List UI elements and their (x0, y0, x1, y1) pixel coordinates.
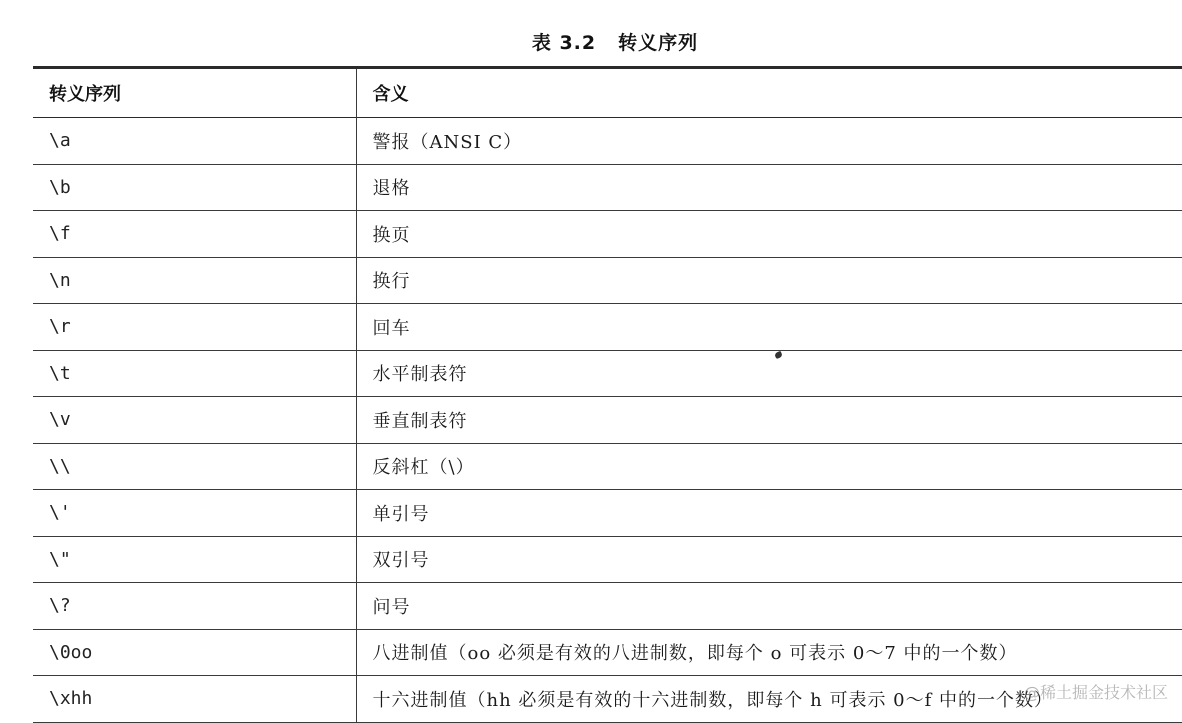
sequence-cell: \b (33, 164, 356, 211)
table-row (33, 536, 1182, 583)
sequence-cell: \a (33, 118, 356, 165)
sequence-cell: \v (33, 397, 356, 444)
sequence-cell: \? (33, 583, 356, 630)
meaning-cell: 问号 (372, 596, 411, 618)
meaning-cell: 换页 (372, 224, 411, 246)
sequence-cell: \" (33, 536, 356, 583)
meaning-cell: 警报（ANSI C） (372, 131, 523, 153)
sequence-cell: \f (33, 211, 356, 258)
meaning-cell: 八进制值（oo 必须是有效的八进制数，即每个 o 可表示 0～7 中的一个数） (372, 643, 1018, 665)
column-header-sequence: 转义序列 (33, 68, 356, 118)
meaning-cell: 垂直制表符 (372, 410, 468, 432)
sequence-cell: \xhh (33, 676, 356, 723)
table-number: 表 3.2 (531, 32, 597, 54)
watermark: @稀土掘金技术社区 (1023, 683, 1168, 702)
table-row (33, 397, 1182, 444)
table-row (33, 164, 1182, 211)
meaning-cell: 十六进制值（hh 必须是有效的十六进制数，即每个 h 可表示 0～f 中的一个数） (372, 689, 1053, 711)
table-row (33, 304, 1182, 351)
table-row (33, 211, 1182, 258)
table-row (33, 676, 1182, 723)
meaning-cell: 反斜杠（\） (372, 457, 475, 479)
table-row (33, 118, 1182, 165)
sequence-cell: \' (33, 490, 356, 537)
meaning-cell: 换行 (372, 271, 411, 293)
column-header-meaning: 含义 (372, 84, 409, 105)
meaning-cell: 双引号 (372, 550, 430, 572)
meaning-cell: 回车 (372, 317, 411, 339)
table-row (33, 443, 1182, 490)
escape-sequence-table (33, 66, 1182, 723)
sequence-cell: \r (33, 304, 356, 351)
table-row (33, 629, 1182, 676)
sequence-cell: \0oo (33, 629, 356, 676)
meaning-cell: 水平制表符 (372, 364, 468, 386)
table-title: 转义序列 (618, 32, 699, 54)
meaning-cell: 退格 (372, 178, 411, 200)
table-row (33, 490, 1182, 537)
sequence-cell: \t (33, 350, 356, 397)
table-row (33, 257, 1182, 304)
sequence-cell: \\ (33, 443, 356, 490)
table-row (33, 583, 1182, 630)
table-caption (0, 28, 1182, 55)
table-header-row (33, 68, 1182, 118)
table-row (33, 350, 1182, 397)
meaning-cell: 单引号 (372, 503, 430, 525)
sequence-cell: \n (33, 257, 356, 304)
